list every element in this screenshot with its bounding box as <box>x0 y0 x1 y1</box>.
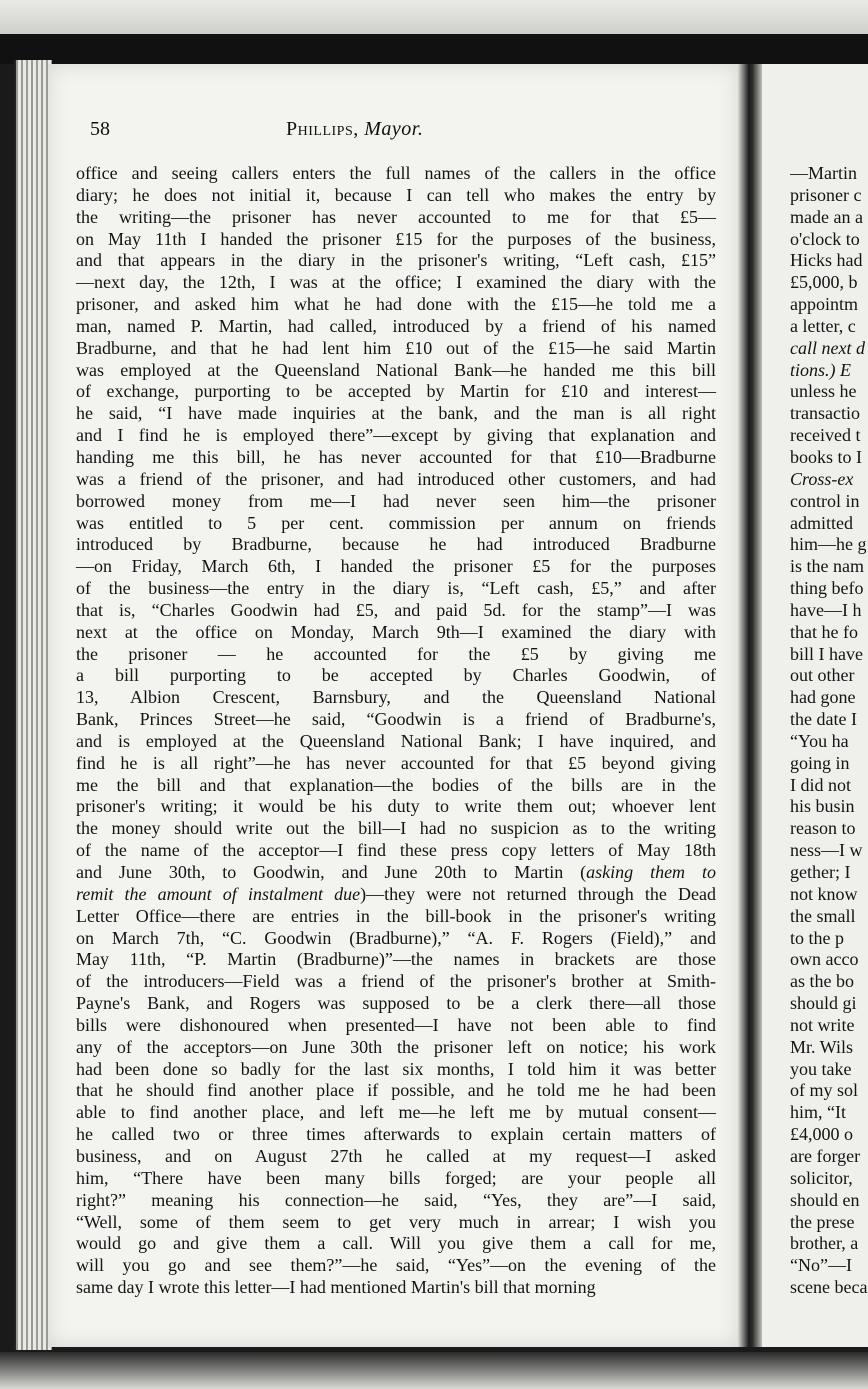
text-line: handing me this bill, he has never accounted for that £10—Bradburne <box>76 446 716 467</box>
text-line: to the p <box>790 927 844 948</box>
text-line: Mr. Wils <box>790 1036 853 1057</box>
text-line: is the nam <box>790 556 864 577</box>
text-line: call next d <box>790 337 865 358</box>
text-line: you take <box>790 1058 852 1079</box>
text-line: and that appears in the diary in the prisoner's writing, “Left cash, £15” <box>76 250 716 271</box>
text-line: remit the amount of instalment due)—they were not returned through the Dead <box>76 883 716 904</box>
facing-page-text-fragment <box>790 163 868 1299</box>
text-line: him—he g <box>790 534 867 555</box>
text-line: “No”—I <box>790 1255 852 1276</box>
text-line: same day I wrote this letter—I had mentioned Martin's bill that morning <box>76 1277 596 1298</box>
text-line: bills were dishonoured when presented—I have not been able to find <box>76 1014 716 1035</box>
text-line: tions.) E <box>790 359 851 380</box>
text-line: Cross-ex <box>790 468 854 489</box>
text-line: the money should write out the bill—I had no suspicion as to the writing <box>76 818 716 839</box>
text-line: £5,000, b <box>790 272 858 293</box>
text-line: Bank, Princes Street—he said, “Goodwin is a friend of Bradburne's, <box>76 709 716 730</box>
text-line: a bill purporting to be accepted by Charles Goodwin, of <box>76 665 716 686</box>
running-head-title <box>286 118 423 141</box>
text-line: prisoner, and asked him what he had done with the £15—he told me a <box>76 294 716 315</box>
text-line: appointm <box>790 294 858 315</box>
text-line: business, and on August 27th he called at my request—I asked <box>76 1145 716 1166</box>
text-line: Payne's Bank, and Rogers was supposed to be a clerk there—all those <box>76 993 716 1014</box>
text-line: find he is all right”—he has never accounted for that £5 beyond giving <box>76 752 716 773</box>
text-line: and June 30th, to Goodwin, and June 20th to Martin (asking them to <box>76 862 716 882</box>
text-line: diary; he does not initial it, because I can tell who makes the entry by <box>76 184 716 205</box>
text-line: 13, Albion Crescent, Barnsbury, and the Queensland National <box>76 687 716 708</box>
text-line: May 11th, “P. Martin (Bradburne)”—the names in brackets are those <box>76 949 716 970</box>
text-line: borrowed money from me—I had never seen him—the prisoner <box>76 490 716 511</box>
text-line: made an a <box>790 206 863 227</box>
text-line: own acco <box>790 949 859 970</box>
text-line: man, named P. Martin, had called, introduced by a friend of his named <box>76 315 716 336</box>
text-line: the date I <box>790 709 857 730</box>
text-line: of exchange, purporting to be accepted by Martin for £10 and interest— <box>76 381 716 402</box>
text-line: had been done so badly for the last six months, I told him it was better <box>76 1058 716 1079</box>
text-line: the prisoner — he accounted for the £5 by giving me <box>76 643 716 664</box>
text-line: are forger <box>790 1145 861 1166</box>
text-line: ness—I w <box>790 840 863 861</box>
text-line: not write <box>790 1014 855 1035</box>
text-line: and I find he is employed there”—except by giving that explanation and <box>76 425 716 446</box>
text-line: him, “There have been many bills forged; are your people all <box>76 1167 716 1188</box>
text-line: I did not <box>790 774 851 795</box>
text-line: next at the office on Monday, March 9th—I examined the diary with <box>76 621 716 642</box>
text-line: and is employed at the Queensland National Bank; I have inquired, and <box>76 730 716 751</box>
text-line: scene beca <box>790 1277 868 1298</box>
text-line: thing befo <box>790 578 864 599</box>
text-line: going in <box>790 752 850 773</box>
running-head-name: Phillips, <box>286 118 359 140</box>
text-line: of the introducers—Field was a friend of the prisoner's brother at Smith- <box>76 971 716 992</box>
italic-phrase: asking them to <box>586 862 716 882</box>
text-line: would go and give them a call. Will you give them a call for me, <box>76 1233 716 1254</box>
text-line: the prese <box>790 1211 855 1232</box>
text-line: the small <box>790 905 856 926</box>
text-line: a letter, c <box>790 315 856 336</box>
text-line: unless he <box>790 381 857 402</box>
text-line: was employed at the Queensland National Bank—he handed me this bill <box>76 359 716 380</box>
text-line: as the bo <box>790 971 854 992</box>
text-line: me the bill and that explanation—the bodies of the bills are in the <box>76 774 716 795</box>
text-line: “You ha <box>790 730 849 751</box>
text-line: not know <box>790 883 858 904</box>
text-line: reason to <box>790 818 856 839</box>
scan-top-margin <box>0 0 868 34</box>
text-line: of the name of the acceptor—I find these press copy letters of May 18th <box>76 840 716 861</box>
book-page-stack-edge <box>14 60 52 1350</box>
text-line: control in <box>790 490 860 511</box>
text-line: he called two or three times afterwards to explain certain matters of <box>76 1124 716 1145</box>
text-line: the writing—the prisoner has never accounted to me for that £5— <box>76 206 716 227</box>
text-line: prisoner c <box>790 184 862 205</box>
text-line: he said, “I have made inquiries at the bank, and the man is all right <box>76 403 716 424</box>
text-line: that he should find another place if possible, and he told me he had been <box>76 1080 716 1101</box>
text-line: that he fo <box>790 621 858 642</box>
text-line: prisoner's writing; it would be his duty to write them out; whoever lent <box>76 796 716 817</box>
italic-phrase: remit the amount of instalment due <box>76 883 361 904</box>
text-line: able to find another place, and left me—he left me by mutual consent— <box>76 1102 716 1123</box>
testimony-text-column <box>76 163 716 1299</box>
text-line: out other <box>790 665 855 686</box>
text-line: should gi <box>790 993 857 1014</box>
text-line: was entitled to 5 per cent. commission per annum on friends <box>76 512 716 533</box>
text-line: transactio <box>790 403 860 424</box>
text-line: him, “It <box>790 1102 846 1123</box>
text-line: books to I <box>790 446 862 467</box>
text-line: had gone <box>790 687 856 708</box>
text-line: solicitor, <box>790 1167 853 1188</box>
text-line: Bradburne, and that he had lent him £10 out of the £15—he said Martin <box>76 337 716 358</box>
text-line: —Martin <box>790 163 857 183</box>
text-line: £4,000 o <box>790 1124 853 1145</box>
text-line: —next day, the 12th, I was at the office; I examined the diary with the <box>76 272 716 293</box>
text-line: brother, a <box>790 1233 859 1254</box>
text-line: office and seeing callers enters the full names of the callers in the office <box>76 163 716 183</box>
running-head-office: Mayor. <box>364 118 424 140</box>
text-line: should en <box>790 1189 860 1210</box>
text-line: bill I have <box>790 643 863 664</box>
text-line: “Well, some of them seem to get very much in arrear; I wish you <box>76 1211 716 1232</box>
running-head <box>88 118 728 142</box>
page-number: 58 <box>90 118 110 140</box>
text-line: have—I h <box>790 599 862 620</box>
text-line: was a friend of the prisoner, and had introduced other customers, and had <box>76 468 716 489</box>
text-line: —on Friday, March 6th, I handed the prisoner £5 for the purposes <box>76 556 716 577</box>
text-line: introduced by Bradburne, because he had introduced Bradburne <box>76 534 716 555</box>
text-line: of the business—the entry in the diary is, “Left cash, £5,” and after <box>76 578 716 599</box>
text-line: gether; I <box>790 862 851 882</box>
text-line: o'clock to <box>790 228 860 249</box>
text-line: admitted <box>790 512 853 533</box>
text-line: any of the acceptors—on June 30th the prisoner left on notice; his work <box>76 1036 716 1057</box>
text-line: Letter Office—there are entries in the bill-book in the prisoner's writing <box>76 905 716 926</box>
text-line: Hicks had <box>790 250 863 271</box>
book-top-edge <box>0 34 868 64</box>
text-line: his busin <box>790 796 855 817</box>
text-line: on March 7th, “C. Goodwin (Bradburne),” “A. F. Rogers (Field),” and <box>76 927 716 948</box>
text-line: will you go and see them?”—he said, “Yes”—on the evening of the <box>76 1255 716 1276</box>
book-gutter <box>738 64 762 1347</box>
scan-bottom-margin <box>0 1352 868 1389</box>
text-line: right?” meaning his connection—he said, “Yes, they are”—I said, <box>76 1189 716 1210</box>
text-line: that is, “Charles Goodwin had £5, and paid 5d. for the stamp”—I was <box>76 599 716 620</box>
text-line: of my sol <box>790 1080 859 1101</box>
text-line: received t <box>790 425 861 446</box>
text-line: on May 11th I handed the prisoner £15 for the purposes of the business, <box>76 228 716 249</box>
